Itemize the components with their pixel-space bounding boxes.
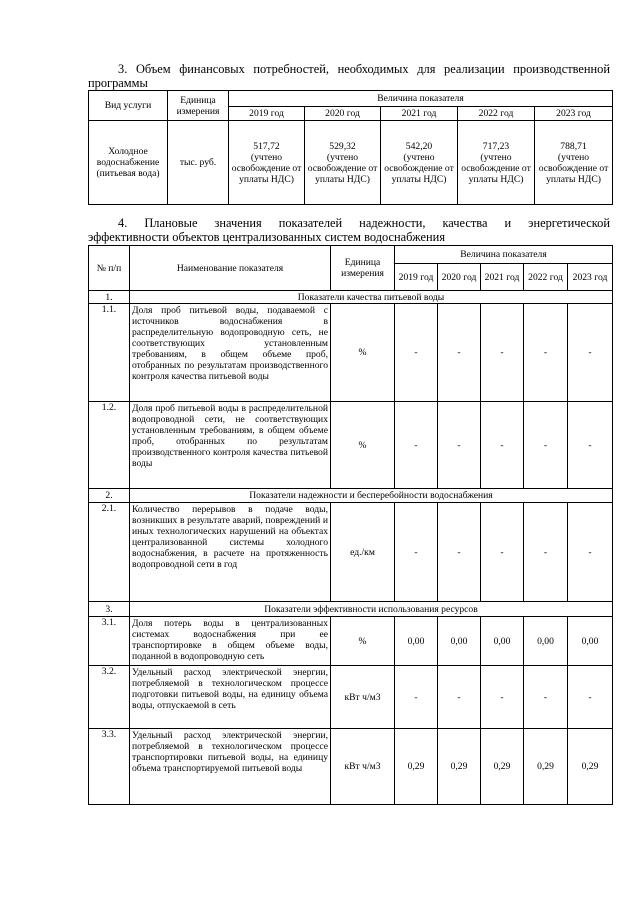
value-cell: - [568,503,613,602]
year-header: 2022 год [524,264,568,291]
year-header: 2020 год [305,107,381,121]
row-num: 1.2. [89,402,130,489]
service-cell: Холодное водоснабжение (питьевая вода) [89,121,168,205]
value-cell: - [481,503,524,602]
col-unit-header: Единица измерения [168,91,229,121]
section3-heading-line1: 3. Объем финансовых потребностей, необходимых для реализации производственной [118,62,610,76]
financial-needs-table [88,90,613,205]
value-cell: 0,00 [438,617,481,666]
unit-cell: % [331,304,395,402]
unit-cell: % [331,402,395,489]
value-cell: - [568,666,613,729]
unit-cell: % [331,617,395,666]
value-cell: - [395,402,438,489]
value-cell: 542,20 (учтено освобождение от уплаты НДС) [381,121,458,205]
value-cell: 717,23 (учтено освобождение от уплаты НДС) [458,121,535,205]
value-cell: - [395,503,438,602]
year-header: 2021 год [381,107,458,121]
section4-heading-line2: эффективности объектов централизованных систем водоснабжения [88,230,446,244]
group-num: 1. [89,291,130,304]
value-cell: - [438,402,481,489]
year-header: 2020 год [438,264,481,291]
unit-cell: кВт ч/м3 [331,729,395,805]
col-unit-header: Единица измерения [331,246,395,291]
unit-cell: кВт ч/м3 [331,666,395,729]
section4-heading [88,216,610,244]
value-cell: 0,00 [568,617,613,666]
value-cell: 517,72 (учтено освобождение от уплаты НДС) [229,121,305,205]
group-num: 2. [89,489,130,503]
year-header: 2023 год [568,264,613,291]
value-cell: 0,29 [481,729,524,805]
year-header: 2023 год [535,107,613,121]
year-header: 2021 год [481,264,524,291]
value-cell: - [438,666,481,729]
value-cell: - [395,666,438,729]
indicator-name: Доля потерь воды в централизованных системах водоснабжения при ее транспортировке в общем объеме воды, поданной в водопроводную сеть [130,617,331,666]
value-cell: - [481,402,524,489]
indicator-name: Удельный расход электрической энергии, потребляемой в технологическом процессе транспортировки питьевой воды, на единицу объема транспортируемой питьевой воды [130,729,331,805]
value-cell: 0,00 [395,617,438,666]
value-cell: 0,29 [438,729,481,805]
indicator-name: Доля проб питьевой воды, подаваемой с источников водоснабжения в распределительную водопроводную сеть, не соответствующих установленным требованиям, в общем объеме проб, отобранных по результатам производственного контроля качества питьевой воды [130,304,331,402]
value-cell: - [524,402,568,489]
value-cell: - [481,304,524,402]
year-header: 2019 год [229,107,305,121]
value-cell: - [524,304,568,402]
col-name-header: Наименование показателя [130,246,331,291]
row-num: 3.3. [89,729,130,805]
year-header: 2019 год [395,264,438,291]
group-num: 3. [89,602,130,617]
row-num: 2.1. [89,503,130,602]
value-cell: - [524,666,568,729]
section4-heading-line1: 4. Плановые значения показателей надежности, качества и энергетической [118,216,610,230]
col-value-header: Величина показателя [395,246,613,264]
value-cell: 0,29 [524,729,568,805]
value-cell: - [524,503,568,602]
value-cell: 0,29 [568,729,613,805]
value-cell: - [438,503,481,602]
value-cell: - [568,304,613,402]
row-num: 3.1. [89,617,130,666]
value-cell: 788,71 (учтено освобождение от уплаты НДС) [535,121,613,205]
indicator-name: Количество перерывов в подаче воды, возникших в результате аварий, повреждений и иных технологических нарушений на объектах централизованной системы холодного водоснабжения, в расчете на протяженность водопроводной сети в год [130,503,331,602]
value-cell: - [395,304,438,402]
value-cell: - [438,304,481,402]
unit-cell: ед./км [331,503,395,602]
group-title: Показатели надежности и бесперебойности водоснабжения [130,489,613,503]
section3-heading [88,62,610,90]
col-service-header: Вид услуги [89,91,168,121]
value-cell: 0,00 [481,617,524,666]
value-cell: - [481,666,524,729]
value-cell: 0,00 [524,617,568,666]
indicator-name: Доля проб питьевой воды в распределительной водопроводной сети, не соответствующих установленным требованиям, в общем объеме проб, отобранных по результатам производственного контроля качества питьевой воды [130,402,331,489]
col-num-header: № п/п [89,246,130,291]
row-num: 3.2. [89,666,130,729]
value-cell: 529,32 (учтено освобождение от уплаты НДС) [305,121,381,205]
row-num: 1.1. [89,304,130,402]
year-header: 2022 год [458,107,535,121]
col-value-header: Величина показателя [229,91,613,107]
unit-cell: тыс. руб. [168,121,229,205]
indicator-name: Удельный расход электрической энергии, потребляемой в технологическом процессе подготовки питьевой воды, на единицу объема воды, отпускаемой в сеть [130,666,331,729]
value-cell: 0,29 [395,729,438,805]
group-title: Показатели эффективности использования ресурсов [130,602,613,617]
section3-heading-line2: программы [88,76,148,90]
group-title: Показатели качества питьевой воды [130,291,613,304]
value-cell: - [568,402,613,489]
indicators-table [88,245,613,805]
